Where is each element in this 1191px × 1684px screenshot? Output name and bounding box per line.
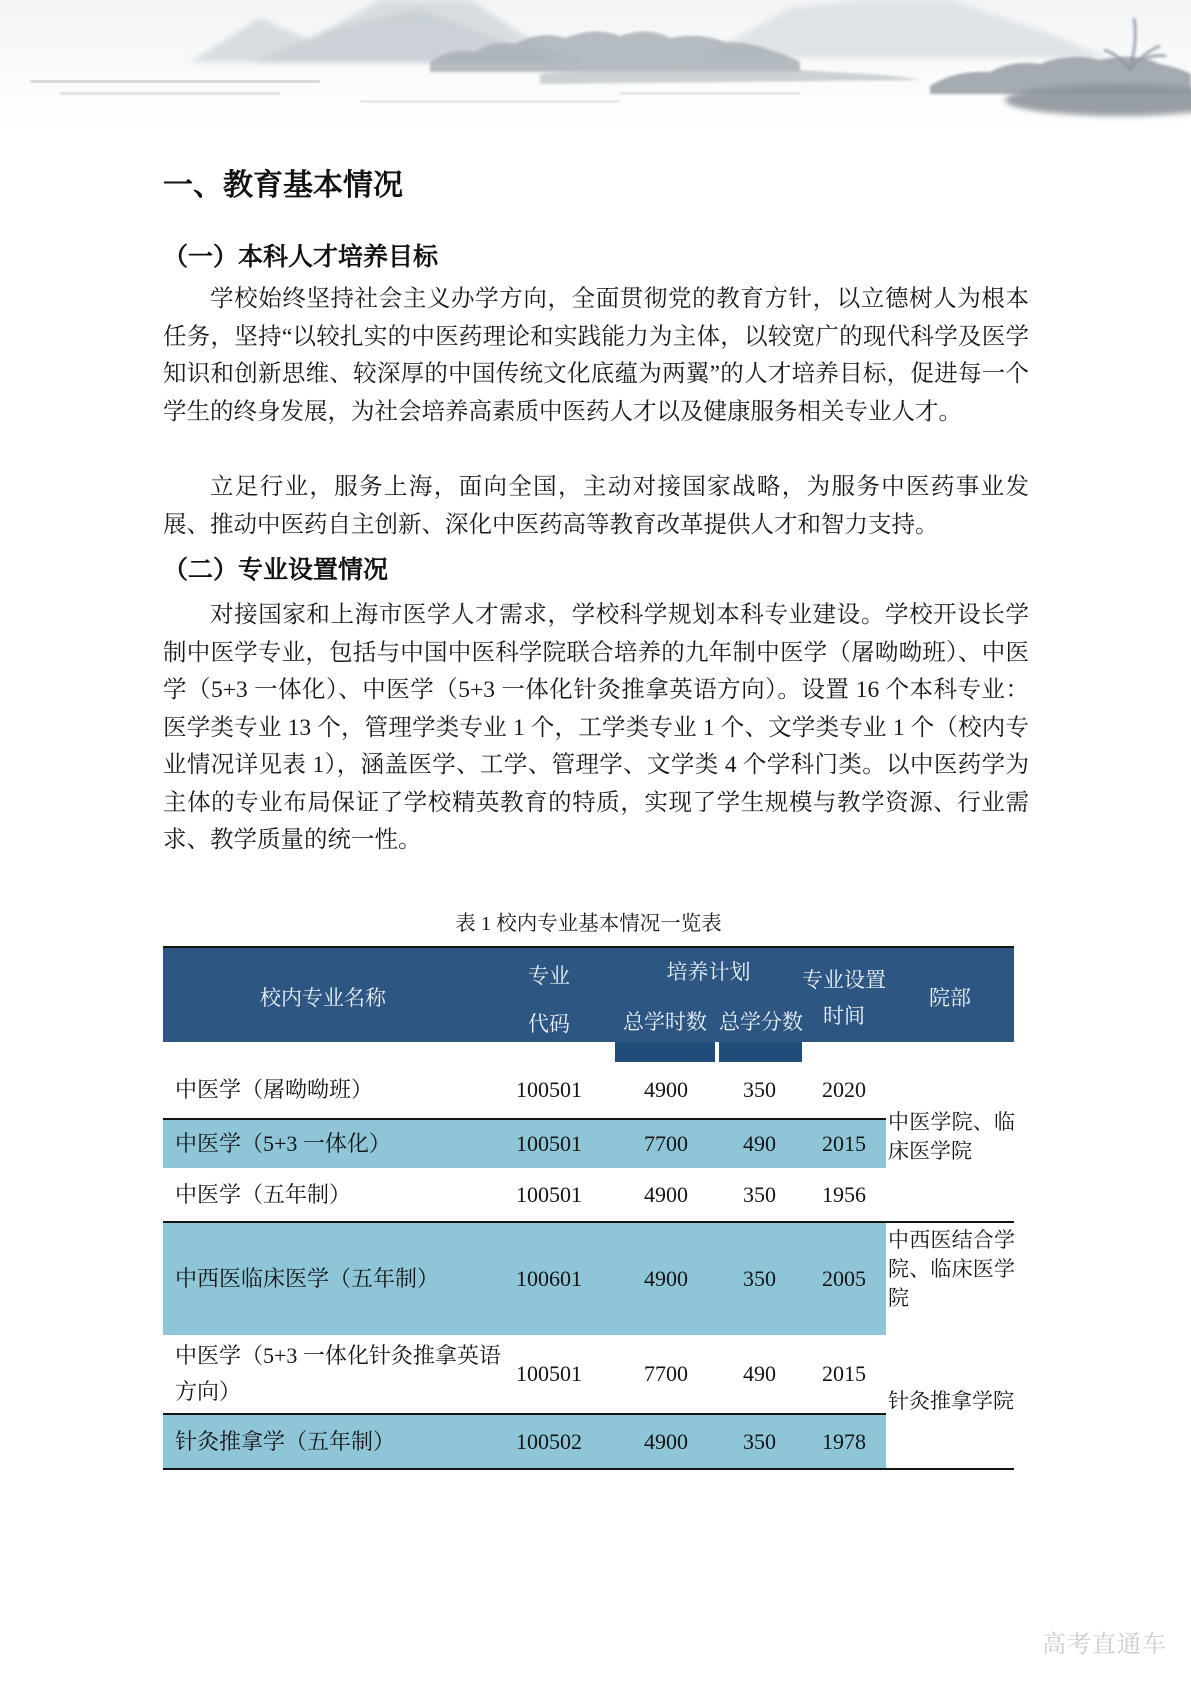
setup-year: 1978 xyxy=(822,1428,866,1454)
table-row xyxy=(163,1335,886,1413)
dept-group-label: 中西医结合学院、临床医学院 xyxy=(888,1228,1015,1310)
total-hours: 4900 xyxy=(644,1428,688,1454)
major-name: 中医学（五年制） xyxy=(175,1181,352,1207)
table-row xyxy=(163,1120,886,1168)
table-row xyxy=(163,1415,886,1468)
total-hours: 4900 xyxy=(644,1266,688,1291)
total-hours: 7700 xyxy=(644,1361,688,1386)
watermark-text: 高考直通车 xyxy=(1042,1631,1167,1658)
subsection-heading-goals: （一）本科人才培养目标 xyxy=(163,243,439,271)
col-header-setup-line2: 时间 xyxy=(823,1004,865,1028)
total-credits: 350 xyxy=(743,1428,776,1454)
major-name: 中医学（5+3 一体化针灸推拿英语方向） xyxy=(175,1343,501,1404)
table-header-strip-hours xyxy=(615,1042,715,1062)
dept-group-label: 针灸推拿学院 xyxy=(888,1389,1014,1413)
col-header-setup-line1: 专业设置 xyxy=(802,968,886,992)
table-border-top xyxy=(163,946,1014,948)
paragraph-goals-1: 学校始终坚持社会主义办学方向，全面贯彻党的教育方针，以立德树人为根本任务，坚持“以较扎实的中医药理论和实践能力为主体，以较宽广的现代科学及医学知识和创新思维、较深厚的中国传统文化底蕴为两翼”的人才培养目标，促进每一个学生的终身发展，为社会培养高素质中医药人才以及健康服务相关专业人才。 xyxy=(163,286,1029,425)
major-code: 100601 xyxy=(516,1266,582,1291)
major-name: 针灸推拿学（五年制） xyxy=(175,1428,396,1454)
water-ripple-2 xyxy=(60,92,280,95)
col-header-code-line1: 专业 xyxy=(528,964,570,988)
col-header-hours: 总学时数 xyxy=(623,1010,707,1034)
col-header-dept: 院部 xyxy=(929,986,971,1010)
major-name: 中西医临床医学（五年制） xyxy=(175,1266,440,1291)
setup-year: 2015 xyxy=(822,1131,866,1156)
paragraph-goals-2: 立足行业，服务上海，面向全国，主动对接国家战略，为服务中医药事业发展、推动中医药自主创新、深化中医药高等教育改革提供人才和智力支持。 xyxy=(163,474,1029,538)
total-credits: 490 xyxy=(743,1131,776,1156)
major-code: 100501 xyxy=(516,1181,582,1207)
total-hours: 4900 xyxy=(644,1077,688,1102)
section-title: 一、教育基本情况 xyxy=(163,169,403,202)
setup-year: 2020 xyxy=(822,1077,866,1102)
major-code: 100501 xyxy=(516,1077,582,1102)
table-row xyxy=(163,1062,886,1118)
paragraph-majors-1: 对接国家和上海市医学人才需求，学校科学规划本科专业建设。学校开设长学制中医学专业，包括与中国中医科学院联合培养的九年制中医学（屠呦呦班）、中医学（5+3 一体化）、中医学（5+3 一体化针灸推拿英语方向）。设置 16 个本科专业：医学类专业 13 个，管理学类专业 1 个，工学类专业 1 个、文学类专业 1 个（校内专业情况详见表 1），涵盖医学、工学、管理学、文学类 4 个学科门类。以中医药学为主体的专业布局保证了学校精英教育的特质，实现了学生规模与教学资源、行业需求、教学质量的统一性。 xyxy=(163,602,1029,853)
major-name: 中医学（屠呦呦班） xyxy=(175,1077,374,1102)
total-hours: 7700 xyxy=(644,1131,688,1156)
col-header-name: 校内专业名称 xyxy=(260,986,386,1010)
setup-year: 2005 xyxy=(822,1266,866,1291)
dept-group-label: 中医学院、临床医学院 xyxy=(888,1110,1015,1163)
col-header-credits: 总学分数 xyxy=(719,1010,803,1034)
setup-year: 1956 xyxy=(822,1181,866,1207)
water-ripple-3 xyxy=(360,100,620,103)
table-row xyxy=(163,1223,886,1335)
major-name: 中医学（5+3 一体化） xyxy=(175,1131,391,1156)
col-header-code-line2: 代码 xyxy=(528,1012,570,1036)
setup-year: 2015 xyxy=(822,1361,866,1386)
major-code: 100502 xyxy=(516,1428,582,1454)
table-caption: 表 1 校内专业基本情况一览表 xyxy=(455,913,722,935)
total-hours: 4900 xyxy=(644,1181,688,1207)
table-header-strip-credits xyxy=(719,1042,802,1062)
subsection-heading-majors: （二）专业设置情况 xyxy=(163,556,389,584)
major-code: 100501 xyxy=(516,1361,582,1386)
total-credits: 490 xyxy=(743,1361,776,1386)
water-ripple-1 xyxy=(30,80,320,83)
total-credits: 350 xyxy=(743,1181,776,1207)
col-header-plan: 培养计划 xyxy=(666,960,751,984)
total-credits: 350 xyxy=(743,1266,776,1291)
water-ripple-4 xyxy=(620,92,800,95)
major-code: 100501 xyxy=(516,1131,582,1156)
total-credits: 350 xyxy=(743,1077,776,1102)
header-landscape-art xyxy=(0,0,1191,128)
table-border-bottom xyxy=(163,1468,1014,1470)
table-row xyxy=(163,1168,886,1221)
